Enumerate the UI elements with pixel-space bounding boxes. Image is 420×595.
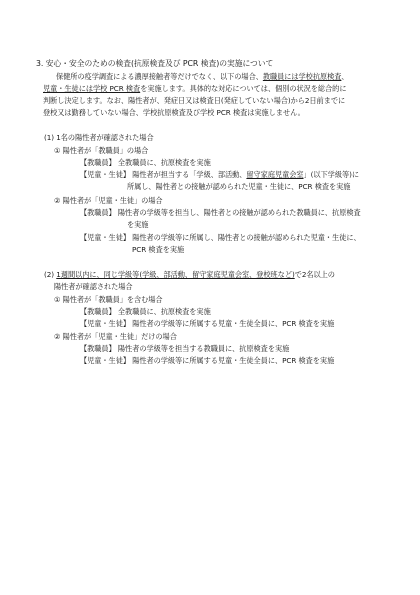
intro-text: 保健所の疫学調査による濃厚接触者等だけでなく、以下の場合、	[56, 72, 263, 81]
case2-b-staff: 【教職員】 陽性者の学級等を担当する教職員に、抗原検査を実施	[80, 344, 290, 353]
intro-line-4: 登校又は勤務していない場合、学校抗原検査及び学校 PCR 検査は実施しません。	[43, 108, 305, 117]
intro-line-1	[56, 72, 349, 81]
case1-a-text: 【児童・生徒】 陽性者が担当する「学級、部活動、	[80, 170, 247, 179]
case2-title-text: (2)	[44, 270, 57, 279]
case2-a-label: ① 陽性者が「教職員」を含む場合	[54, 295, 163, 304]
case1-b-label: ② 陽性者が「児童・生徒」の場合	[54, 196, 163, 205]
case2-title-line1	[44, 270, 335, 279]
case2-title-line2: 陽性者が確認された場合	[54, 282, 133, 291]
after-school-club-emphasis: 留守家庭児童会室	[246, 170, 304, 179]
case2-title-text: で2名以上の	[294, 270, 335, 279]
case1-b-staff-line1: 【教職員】 陽性者の学級等を担当し、陽性者との接触が認められた教職員に、抗原検査	[80, 208, 361, 217]
intro-text: を実施します。具体的な対応については、個別の状況を総合的に	[140, 84, 347, 93]
section-heading: 3. 安心・安全のための検査(抗原検査及び PCR 検査)の実施について	[36, 59, 274, 68]
intro-line-2	[43, 84, 346, 93]
case1-b-student-line2: PCR 検査を実施	[132, 245, 185, 254]
case2-b-student: 【児童・生徒】 陽性者の学級等に所属する児童・生徒全員に、PCR 検査を実施	[80, 356, 335, 365]
case1-a-student-line1	[80, 170, 359, 179]
case1-a-staff: 【教職員】 全教職員に、抗原検査を実施	[80, 158, 211, 167]
intro-line-3: 判断し決定します。なお、陽性者が、発症日又は検査日(発症していない場合)から2日前までに	[43, 96, 346, 105]
intro-text: 、	[341, 72, 349, 81]
case1-a-text: 」(以下学級等)に	[303, 170, 359, 179]
staff-antigen-emphasis: 教職員には学校抗原検査	[262, 72, 342, 81]
case1-a-student-line2: 所属し、陽性者との接触が認められた児童・生徒に、PCR 検査を実施	[127, 182, 351, 191]
case1-a-label: ① 陽性者が「教職員」の場合	[54, 146, 149, 155]
case1-b-student-line1: 【児童・生徒】 陽性者の学級等に所属し、陽性者との接触が認められた児童・生徒に、	[80, 233, 361, 242]
case2-a-staff: 【教職員】 全教職員に、抗原検査を実施	[80, 307, 211, 316]
case2-b-label: ② 陽性者が「児童・生徒」だけの場合	[54, 332, 177, 341]
student-pcr-emphasis: 児童・生徒には学校 PCR 検査	[43, 84, 141, 93]
case1-title: (1) 1名の陽性者が確認された場合	[44, 133, 154, 142]
case1-b-staff-line2: を実施	[127, 220, 149, 229]
same-class-condition-emphasis: 1週間以内に、同じ学級等(学級、部活動、留守家庭児童会室、登校班など)	[56, 270, 295, 279]
case2-a-student: 【児童・生徒】 陽性者の学級等に所属する児童・生徒全員に、PCR 検査を実施	[80, 319, 335, 328]
